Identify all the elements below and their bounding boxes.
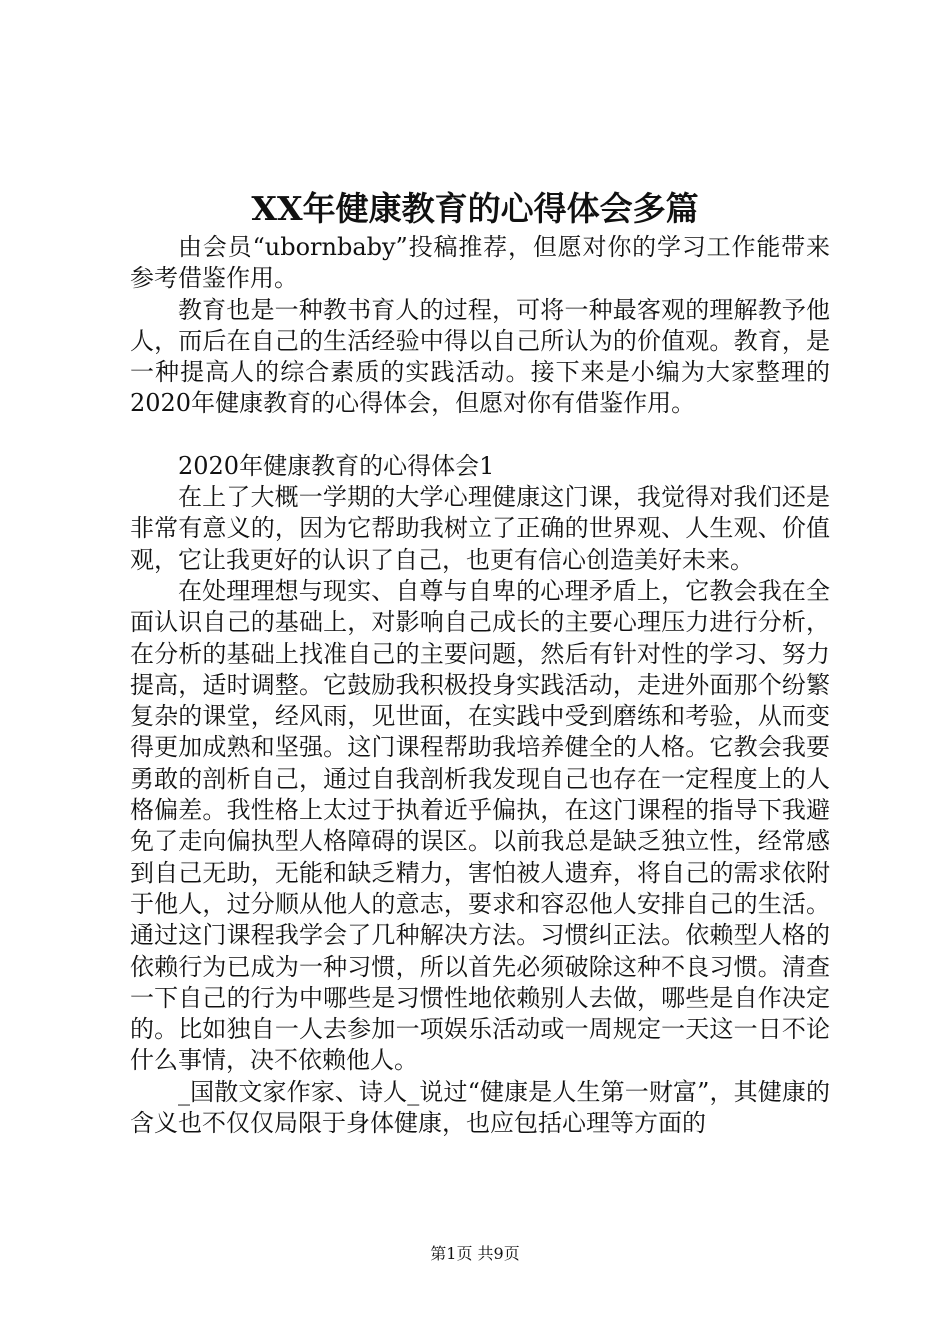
paragraph-spacer	[130, 420, 830, 451]
section-heading: 2020年健康教育的心得体会1	[178, 451, 495, 480]
document-title: XX年健康教育的心得体会多篇	[251, 189, 699, 228]
intro-paragraph-1: 由会员“ubornbaby”投稿推荐，但愿对你的学习工作能带来参考借鉴作用。	[130, 233, 830, 293]
page-number-footer: 第1页 共9页	[430, 1244, 520, 1263]
section-paragraph-2: 在处理理想与现实、自尊与自卑的心理矛盾上，它教会我在全面认识自己的基础上，对影响自己成长的主要心理压力进行分析，在分析的基础上找准自己的主要问题，然后有针对性的学习、努力提高，适时调整。它鼓励我积极投身实践活动，走进外面那个纷繁复杂的课堂，经风雨，见世面，在实践中受到磨练和考验，从而变得更加成熟和坚强。这门课程帮助我培养健全的人格。它教会我要勇敢的剖析自己，通过自我剖析我发现自己也存在一定程度上的人格偏差。我性格上太过于执着近乎偏执，在这门课程的指导下我避免了走向偏执型人格障碍的误区。以前我总是缺乏独立性，经常感到自己无助，无能和缺乏精力，害怕被人遗弃，将自己的需求依附于他人，过分顺从他人的意志，要求和容忍他人安排自己的生活。通过这门课程我学会了几种解决方法。习惯纠正法。依赖型人格的依赖行为已成为一种习惯，所以首先必须破除这种不良习惯。清查一下自己的行为中哪些是习惯性地依赖别人去做，哪些是自作决定的。比如独自一人去参加一项娱乐活动或一周规定一天这一日不论什么事情，决不依赖他人。	[130, 576, 830, 1075]
section-paragraph-3: _国散文家作家、诗人_说过“健康是人生第一财富”，其健康的含义也不仅仅局限于身体健康，也应包括心理等方面的	[130, 1077, 830, 1138]
intro-paragraph-2: 教育也是一种教书育人的过程，可将一种最客观的理解教予他人，而后在自己的生活经验中得以自己所认为的价值观。教育，是一种提高人的综合素质的实践活动。接下来是小编为大家整理的2020年健康教育的心得体会，但愿对你有借鉴作用。	[130, 295, 830, 418]
section-paragraph-1: 在上了大概一学期的大学心理健康这门课，我觉得对我们还是非常有意义的，因为它帮助我树立了正确的世界观、人生观、价值观，它让我更好的认识了自己，也更有信心创造美好未来。	[130, 483, 830, 574]
document-body	[130, 232, 830, 1139]
